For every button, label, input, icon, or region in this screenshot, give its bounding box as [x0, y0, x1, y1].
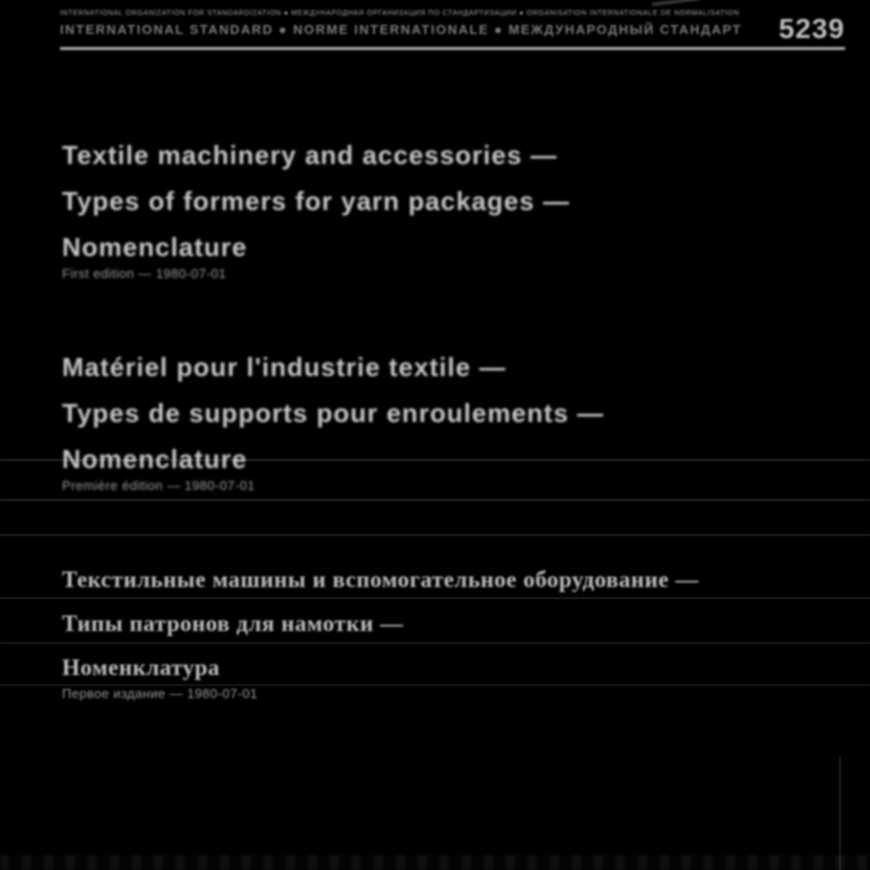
scan-streak-line: [0, 597, 870, 599]
edition-line-russian: Первое издание — 1980-07-01: [62, 686, 258, 701]
scan-streak-line: [0, 684, 870, 686]
bottom-scan-noise-band: [0, 855, 870, 870]
scan-streak-line: [0, 459, 870, 461]
title-ru-line-1: Текстильные машины и вспомогательное оборудование —: [62, 567, 699, 592]
scan-streak-line: [0, 499, 870, 501]
title-en-line-1: Textile machinery and accessories —: [62, 140, 558, 170]
masthead-rule: [60, 47, 845, 50]
title-fr-line-3: Nomenclature: [62, 444, 248, 474]
title-block-russian: [62, 558, 699, 701]
title-block-english: [62, 132, 570, 281]
organization-names-line: INTERNATIONAL ORGANIZATION FOR STANDARDIZATION ● МЕЖДУНАРОДНАЯ ОРГАНИЗАЦИЯ ПО СТАНДАРТИЗАЦИИ ● ORGANISATION INTERNATIONALE DE NORMALISATION: [60, 10, 740, 17]
standard-number: 5239: [778, 13, 845, 44]
title-fr-line-2: Types de supports pour enroulements —: [62, 398, 605, 428]
page-edge-artifact: [839, 756, 841, 870]
title-block-french: [62, 344, 604, 493]
title-ru-line-2: Типы патронов для намотки —: [62, 611, 404, 636]
edition-line-english: First edition — 1980-07-01: [62, 266, 227, 281]
title-en-line-3: Nomenclature: [62, 232, 248, 262]
title-ru-line-3: Номенклатура: [62, 655, 220, 680]
masthead: [60, 10, 845, 50]
international-standard-line: INTERNATIONAL STANDARD ● NORME INTERNATIONALE ● МЕЖДУНАРОДНЫЙ СТАНДАРТ: [60, 22, 742, 37]
scan-streak-line: [0, 534, 870, 536]
title-en-line-2: Types of formers for yarn packages —: [62, 186, 571, 216]
edition-line-french: Première édition — 1980-07-01: [62, 478, 255, 493]
scan-streak-line: [0, 642, 870, 644]
scan-smudge-artifact: [652, 0, 700, 6]
title-fr-line-1: Matériel pour l'industrie textile —: [62, 352, 507, 382]
